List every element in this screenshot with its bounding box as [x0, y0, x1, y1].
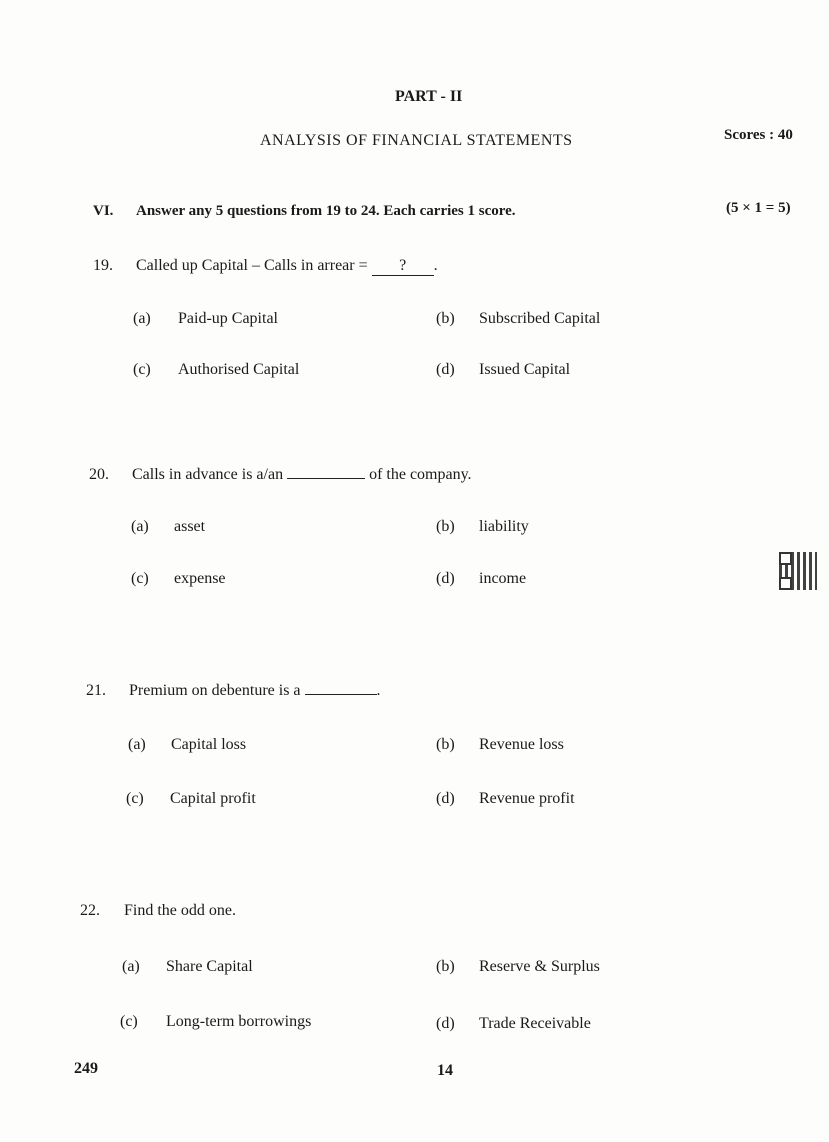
question-text: [129, 682, 381, 700]
option-text: Capital loss: [171, 736, 247, 753]
option-label: (a): [133, 310, 151, 327]
option-text: Share Capital: [166, 958, 253, 975]
option-text: Long-term borrowings: [166, 1013, 312, 1030]
question-number: 21.: [86, 682, 106, 699]
option-text: Issued Capital: [479, 361, 571, 378]
answer-blank: [287, 478, 365, 479]
answer-blank: ?: [372, 257, 434, 276]
option-label: (d): [436, 570, 455, 587]
scores-label: Scores : 40: [724, 127, 793, 143]
section-marks: (5 × 1 = 5): [726, 200, 791, 216]
option-text: Capital profit: [170, 790, 256, 807]
section-instruction: Answer any 5 questions from 19 to 24. Each carries 1 score.: [136, 203, 516, 219]
option-text: income: [479, 570, 527, 587]
option-text: expense: [174, 570, 226, 587]
section-title: ANALYSIS OF FINANCIAL STATEMENTS: [260, 132, 573, 149]
question-end: .: [433, 257, 438, 274]
page-number: 14: [437, 1062, 453, 1079]
option-text: Reserve & Surplus: [479, 958, 600, 975]
option-label: (c): [120, 1013, 138, 1030]
option-text: Trade Receivable: [479, 1015, 591, 1032]
question-number: 20.: [89, 466, 109, 483]
question-stem: Premium on debenture is a: [129, 682, 301, 699]
question-end: .: [376, 682, 381, 699]
question-number: 22.: [80, 902, 100, 919]
section-number: VI.: [93, 203, 114, 219]
option-label: (c): [126, 790, 144, 807]
question-text: [136, 257, 438, 276]
question-number: 19.: [93, 257, 113, 274]
option-label: (b): [436, 518, 455, 535]
question-text: Find the odd one.: [124, 902, 236, 919]
question-stem: Calls in advance is a/an: [132, 466, 284, 483]
question-text: [132, 466, 472, 484]
option-label: (a): [122, 958, 140, 975]
option-label: (a): [131, 518, 149, 535]
option-text: Authorised Capital: [178, 361, 300, 378]
option-label: (d): [436, 1015, 455, 1032]
option-label: (d): [436, 361, 455, 378]
option-label: (a): [128, 736, 146, 753]
option-text: Revenue profit: [479, 790, 575, 807]
option-label: (b): [436, 310, 455, 327]
question-end: of the company.: [369, 466, 472, 483]
option-label: (c): [131, 570, 149, 587]
option-label: (c): [133, 361, 151, 378]
option-text: Revenue loss: [479, 736, 564, 753]
part-heading: PART - II: [395, 88, 463, 105]
option-label: (b): [436, 958, 455, 975]
option-text: Subscribed Capital: [479, 310, 601, 327]
option-label: (d): [436, 790, 455, 807]
paper-code: 249: [74, 1060, 98, 1077]
option-text: asset: [174, 518, 206, 535]
answer-blank: [305, 694, 377, 695]
option-text: Paid-up Capital: [178, 310, 278, 327]
option-label: (b): [436, 736, 455, 753]
qr-code-icon: [779, 552, 817, 590]
question-stem: Called up Capital – Calls in arrear =: [136, 257, 368, 274]
option-text: liability: [479, 518, 529, 535]
